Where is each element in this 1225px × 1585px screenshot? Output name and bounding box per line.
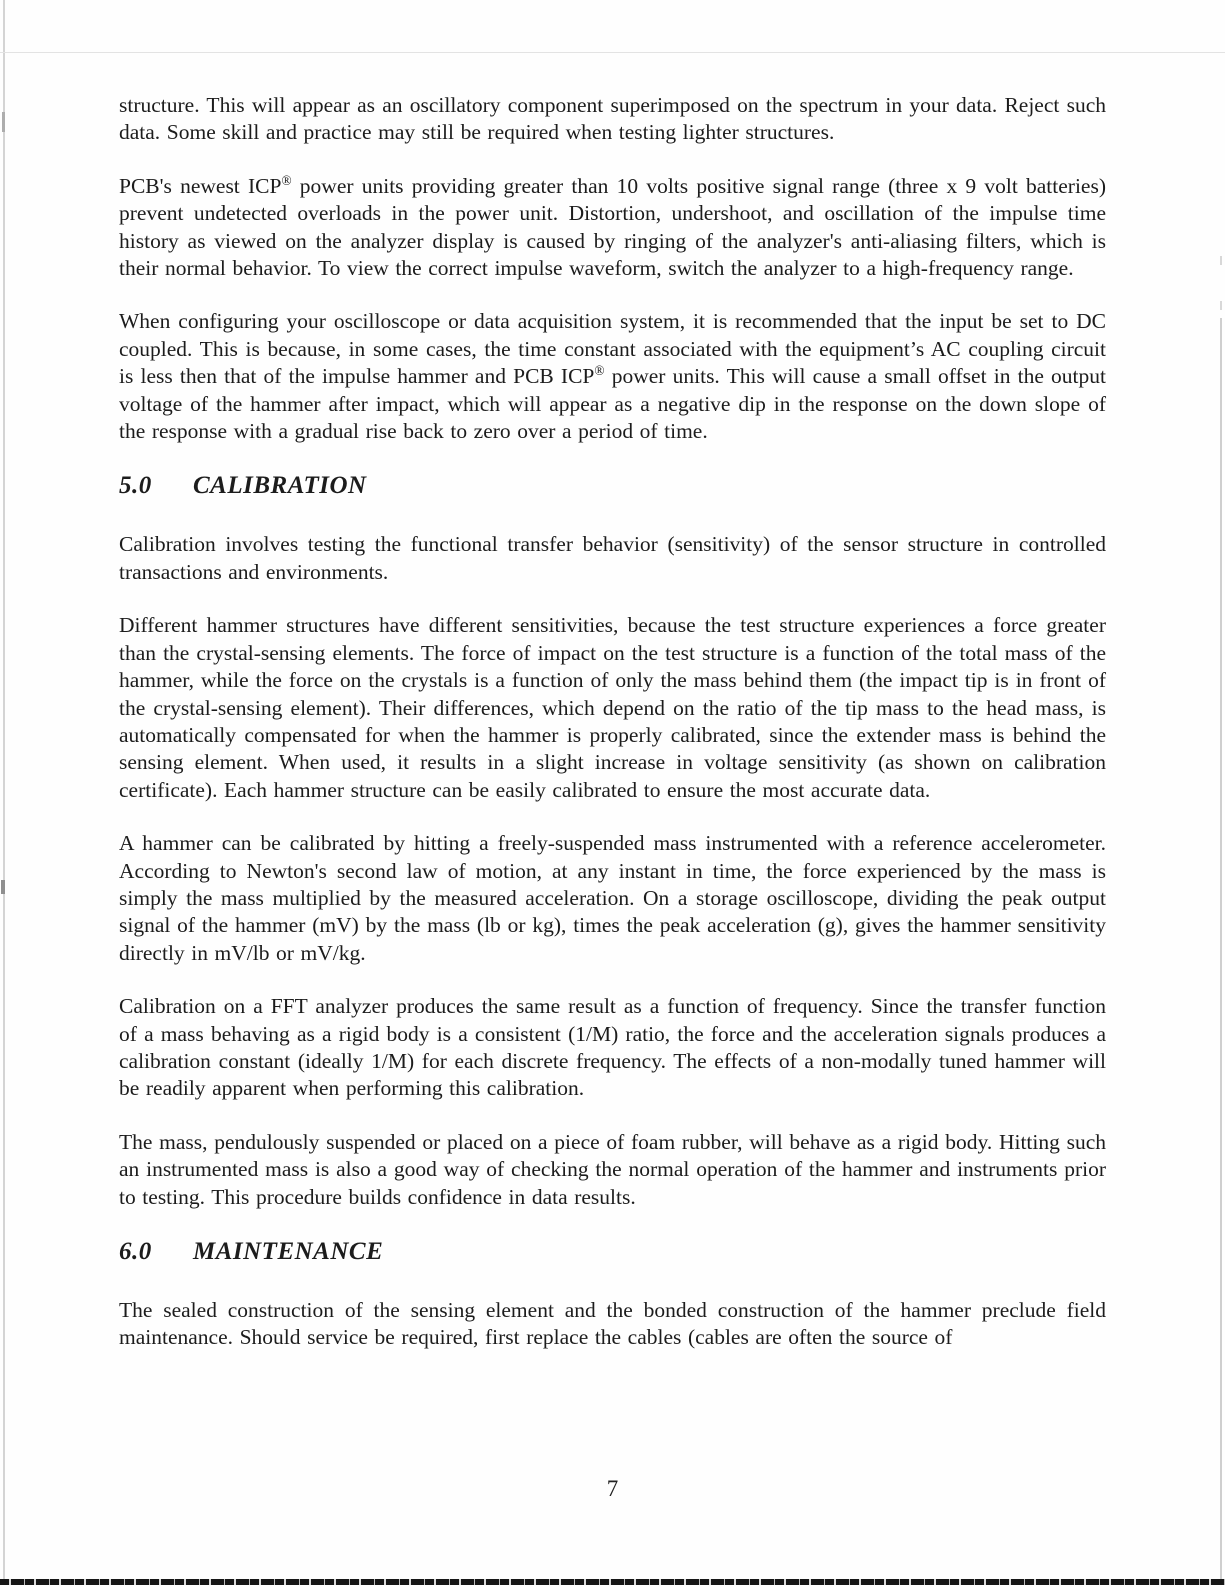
scan-artifact-mark (1220, 301, 1222, 310)
paragraph-text: power units. This will cause a small offset in the output voltage of the hammer after impact, which will appear as a negative dip in the response on the down slope of the response with a gradual rise back to zero over a period of time. (119, 364, 1106, 444)
section-title: MAINTENANCE (193, 1238, 384, 1265)
registered-trademark-symbol: ® (594, 363, 605, 379)
section-heading-maintenance (119, 1237, 1106, 1267)
paragraph-intro-2 (119, 173, 1106, 283)
scan-artifact-mark (2, 112, 5, 132)
scan-edge-right-line (1220, 318, 1222, 1585)
paragraph-calibration-1: Calibration involves testing the functional transfer behavior (sensitivity) of the sensor structure in controlled transactions and environments. (119, 532, 1106, 584)
paragraph-text: When configuring your oscilloscope or data acquisition system, it is recommended that the input be set to DC coupled. This is because, in some cases, the time constant associated with the equipment’s AC coupling circuit is less then that of the impulse hammer and PCB ICP (119, 309, 1106, 389)
scan-bottom-dashed-band (0, 1579, 1225, 1585)
section-title: CALIBRATION (193, 472, 367, 500)
paragraph-calibration-5: The mass, pendulously suspended or placed on a piece of foam rubber, will behave as a rigid body. Hitting such an instrumented mass is also a good way of checking the normal operation of the hammer and instruments prior to testing. This procedure builds confidence in data results. (119, 1129, 1106, 1209)
scan-edge-left-line (3, 0, 5, 1585)
scan-artifact-mark (1, 880, 5, 894)
section-number: 5.0 (119, 472, 152, 500)
scan-artifact-mark (1220, 256, 1222, 265)
paragraph-intro-3 (119, 308, 1106, 445)
document-body (119, 92, 1106, 1378)
paragraph-maintenance-1: The sealed construction of the sensing element and the bonded construction of the hammer preclude field maintenance. Should service be required, first replace the cables (cables are often the source of (119, 1298, 1106, 1350)
paragraph-intro-1: structure. This will appear as an oscillatory component superimposed on the spectrum in your data. Reject such data. Some skill and practice may still be required when testing lighter structures. (119, 93, 1106, 145)
scan-edge-top-line (0, 52, 1225, 53)
registered-trademark-symbol: ® (281, 172, 292, 188)
page-number: 7 (606, 1476, 619, 1501)
paragraph-calibration-3: A hammer can be calibrated by hitting a freely-suspended mass instrumented with a reference accelerometer. According to Newton's second law of motion, at any instant in time, the force experienced by the mass is simply the mass multiplied by the measured acceleration. On a storage oscilloscope, dividing the peak output signal of the hammer (mV) by the mass (lb or kg), times the peak acceleration (g), gives the hammer sensitivity directly in mV/lb or mV/kg. (119, 831, 1106, 965)
paragraph-calibration-4: Calibration on a FFT analyzer produces the same result as a function of frequency. Since the transfer function of a mass behaving as a rigid body is a consistent (1/M) ratio, the force and the acceleration signals produces a calibration constant (ideally 1/M) for each discrete frequency. The effects of a non-modally tuned hammer will be readily apparent when performing this calibration. (119, 994, 1106, 1101)
paragraph-calibration-2: Different hammer structures have different sensitivities, because the test structure experiences a force greater than the crystal-sensing elements. The force of impact on the test structure is a function of the total mass of the hammer, while the force on the crystals is a function of only the mass behind them (the impact tip is in front of the crystal-sensing element). Their differences, which depend on the ratio of the tip mass to the head mass, is automatically compensated for when the hammer is properly calibrated, since the extender mass is behind the sensing element. When used, it results in a slight increase in voltage sensitivity (as shown on calibration certificate). Each hammer structure can be easily calibrated to ensure the most accurate data. (119, 613, 1106, 802)
section-heading-calibration (119, 471, 1106, 501)
paragraph-text: power units providing greater than 10 volts positive signal range (three x 9 volt batteries) prevent undetected overloads in the power unit. Distortion, undershoot, and oscillation of the impulse time history as viewed on the analyzer display is caused by ringing of the analyzer's anti-aliasing filters, which is their normal behavior. To view the correct impulse waveform, switch the analyzer to a high-frequency range. (119, 173, 1106, 281)
section-number: 6.0 (119, 1238, 152, 1265)
paragraph-text: PCB's newest ICP (119, 173, 282, 198)
